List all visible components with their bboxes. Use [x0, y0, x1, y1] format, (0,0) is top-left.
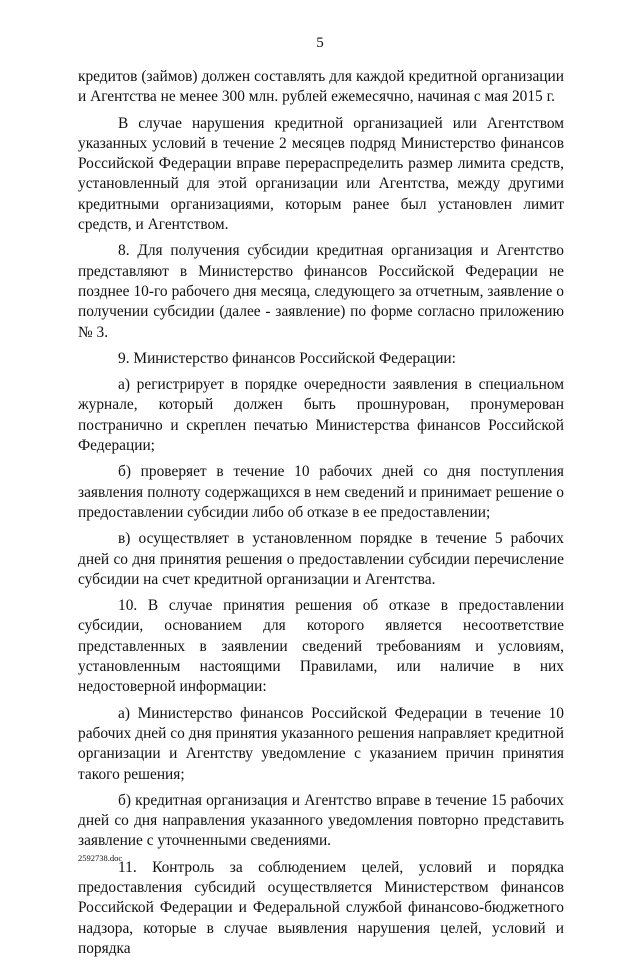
paragraph-item-9b: б) проверяет в течение 10 рабочих дней со дня поступления заявления полноту содержащихся в нем сведений и принимает решение о предоставлении субсидии либо об отказе в ее предоставлении;: [78, 463, 564, 521]
paragraph-item-9: 9. Министерство финансов Российской Федерации:: [118, 349, 456, 367]
paragraph-continuation: кредитов (займов) должен составлять для каждой кредитной организации и Агентства не менее 300 млн. рублей ежемесячно, начиная с мая 2015 г.: [78, 68, 564, 106]
paragraph-item-9c: в) осуществляет в установленном порядке в течение 5 рабочих дней со дня принятия решения о предоставлении субсидии перечисление субсидии на счет кредитной организации и Агентства.: [78, 530, 564, 588]
paragraph-item-8: 8. Для получения субсидии кредитная организация и Агентство представляют в Министерство финансов Российской Федерации не позднее 10-го рабочего дня месяца, следующего за отчетным, заявление о получении субсидии (далее - заявление) по форме согласно приложению № 3.: [78, 242, 564, 341]
paragraph-item-10b: б) кредитная организация и Агентство вправе в течение 15 рабочих дней со дня направления указанного уведомления повторно представить заявление с уточненными сведениями.: [78, 791, 564, 850]
paragraph-item-9a: а) регистрирует в порядке очередности заявления в специальном журнале, который должен быть прошнурован, пронумерован постранично и скреплен печатью Министерства финансов Российской Федерации;: [78, 376, 564, 455]
paragraph-item-10a: а) Министерство финансов Российской Федерации в течение 10 рабочих дней со дня принятия указанного решения направляет кредитной организации и Агентству уведомление с указанием причин принятия такого решения;: [78, 704, 564, 783]
paragraph-violation-clause: В случае нарушения кредитной организацией или Агентством указанных условий в течение 2 месяцев подряд Министерство финансов Российской Федерации вправе перераспределить размер лимита средств, установленный для этой организации или Агентства, между другими кредитными организациями, которым ранее был установлен лимит средств, и Агентством.: [78, 114, 564, 234]
paragraph-item-10: 10. В случае принятия решения об отказе в предоставлении субсидии, основанием для которого является несоответствие представленных в заявлении сведений требованиям и условиям, установленным настоящими Правилами, или наличие в них недостоверной информации:: [78, 597, 564, 696]
paragraph-item-11: 11. Контроль за соблюдением целей, условий и порядка предоставления субсидий осуществляется Министерством финансов Российской Федерации и Федеральной службой финансово-бюджетного надзора, которые в случае выявления нарушения целей, условий и порядка: [78, 858, 564, 957]
document-body: [78, 67, 564, 965]
document-filename: 2592738.doc: [78, 853, 123, 863]
page-number: 5: [316, 35, 324, 51]
